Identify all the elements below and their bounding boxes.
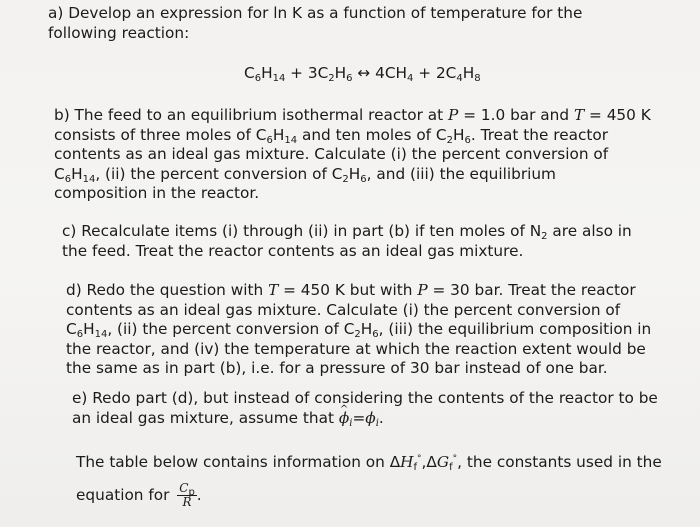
part-d-text: = 450 K but with [278, 281, 418, 299]
part-c [62, 222, 632, 261]
part-a [48, 4, 582, 43]
part-e [72, 389, 658, 428]
part-b-text: b) The feed to an equilibrium isothermal reactor at [54, 106, 449, 124]
part-d-text: d) Redo the question with [66, 281, 269, 299]
part-b-text: = 450 K [584, 106, 651, 124]
part-d-text: = 30 bar. Treat the reactor [427, 281, 636, 299]
reactant-hexane: $C_6H_{14}$ [244, 64, 286, 84]
fraction-numerator: $C_p$ [179, 480, 195, 498]
part-d-line-5: the same as in part (b), i.e. for a pressure of 30 bar instead of one bar. [66, 359, 608, 377]
part-d [66, 281, 651, 379]
part-e-line-1: e) Redo part (d), but instead of considering the contents of the reactor to be [72, 389, 658, 407]
pressure-symbol: P [448, 106, 459, 124]
part-b-line-5: composition in the reactor. [54, 184, 260, 202]
table-note-line-1 [76, 450, 662, 473]
part-b-line-1 [54, 106, 651, 126]
part-e-line-2 [72, 409, 658, 429]
reaction-equation [244, 64, 481, 84]
part-d-line-3: $C_6H_{14}$, (ii) the percent conversion of $C_2H_6$, (iii) the equilibrium composition in [66, 320, 652, 340]
plus-sign: + [285, 64, 308, 82]
table-note-line-2 [76, 482, 662, 509]
product-butene: $2C_4H_8$ [435, 64, 481, 84]
part-d-line-1 [66, 281, 651, 301]
equals-sign: = [352, 408, 366, 427]
part-b-line-3: contents as an ideal gas mixture. Calculate (i) the percent conversion of [54, 145, 609, 163]
pressure-symbol: P [417, 281, 428, 299]
part-c-line-2: the feed. Treat the reactor contents as an ideal gas mixture. [62, 241, 524, 260]
part-b-line-4: $C_6H_{14}$, (ii) the percent conversion of $C_2H_6$, and (iii) the equilibrium [54, 164, 556, 185]
equilibrium-arrow: ↔ [352, 64, 376, 82]
temperature-symbol: T [268, 281, 279, 299]
part-d-line-4: the reactor, and (iv) the temperature at which the reaction extent would be [66, 339, 646, 358]
part-b-text: = 1.0 bar and [458, 106, 574, 124]
part-a-line-2: following reaction: [48, 23, 190, 42]
reactant-ethane: $3C_2H_6$ [307, 64, 353, 84]
fugacity-coefficient-pure: $\phi_i$ [365, 408, 379, 429]
part-b [54, 106, 651, 204]
comma: , [421, 453, 427, 472]
fugacity-coefficient-mixture: ^ $\phi_i$ [339, 409, 353, 429]
part-a-line-1: a) Develop an expression for ln K as a function of temperature for the [48, 4, 583, 22]
part-e-text: an ideal gas mixture, assume that [72, 408, 339, 427]
period: . [378, 408, 384, 427]
enthalpy-of-formation-symbol: $\Delta H_f^\circ$ [389, 453, 422, 474]
table-note-text: The table below contains information on [76, 453, 390, 472]
part-b-line-2: consists of three moles of $C_6H_{14}$ and ten moles of $C_2H_6$. Treat the reactor [54, 125, 609, 146]
plus-sign: + [413, 64, 436, 82]
table-note [76, 450, 662, 509]
gibbs-of-formation-symbol: $\Delta G_f^\circ$ [426, 453, 458, 474]
product-methane: $4CH_4$ [375, 64, 414, 84]
table-note-text: equation for [76, 485, 175, 504]
part-d-line-2: contents as an ideal gas mixture. Calculate (i) the percent conversion of [66, 300, 621, 319]
table-note-text: , the constants used in the [457, 453, 662, 472]
temperature-symbol: T [573, 106, 585, 124]
cp-over-r-fraction [177, 482, 197, 509]
part-c-line-1: c) Recalculate items (i) through (ii) in part (b) if ten moles of $N_2$ are also in [62, 222, 632, 242]
fraction-denominator: R [182, 494, 192, 509]
period: . [196, 485, 202, 504]
